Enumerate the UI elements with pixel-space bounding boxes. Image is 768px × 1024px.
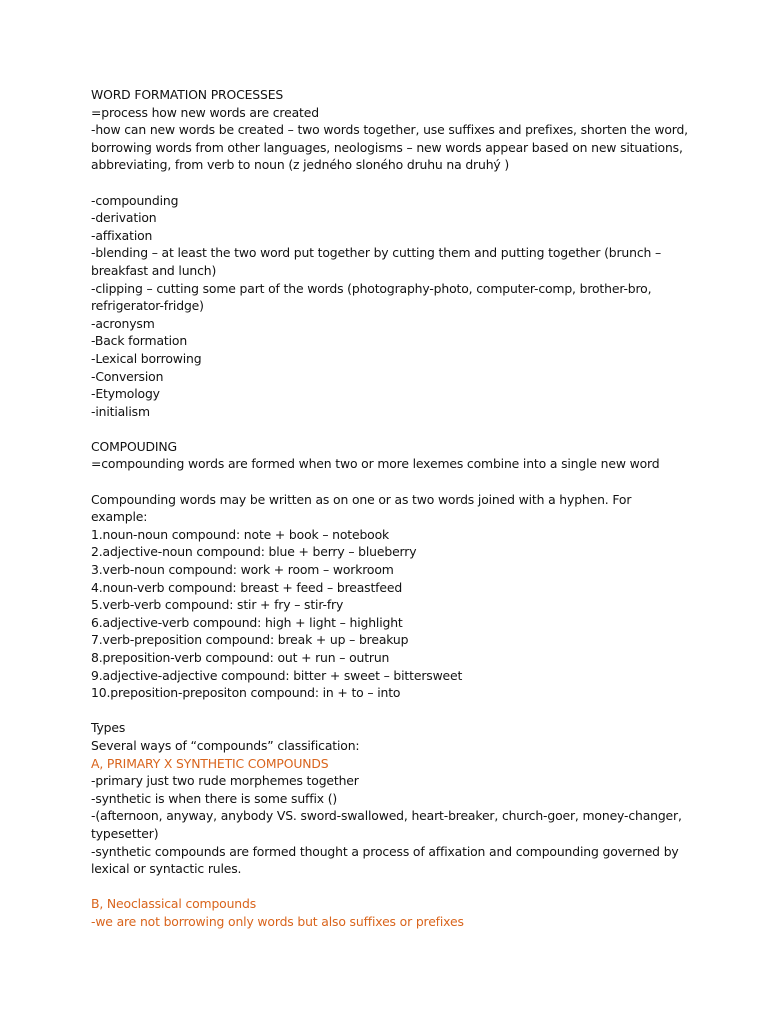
compound-example-item: 1.noun-noun compound: note + book – notebook (91, 526, 390, 542)
process-list (91, 192, 691, 421)
compound-example-item: 8.preposition-verb compound: out + run – outrun (91, 650, 390, 665)
compound-example-item: 3.verb-noun compound: work + room – workroom (91, 562, 394, 578)
document-body (91, 86, 691, 931)
compound-example-item: 4.noun-verb compound: breast + feed – breastfeed (91, 579, 403, 595)
process-item-clipping: -clipping – cutting some part of the words (photography-photo, computer-comp, brother-bro, refrigerator-fridge) (91, 280, 652, 314)
spacer (91, 174, 691, 192)
primary-line: -synthetic compounds are formed thought a process of affixation and compounding governed by lexical or syntactic rules. (91, 843, 679, 877)
process-item-back-formation: -Back formation (91, 333, 188, 349)
spacer (91, 878, 691, 896)
process-item-etymology: -Etymology (91, 386, 160, 402)
types-heading: Types (91, 720, 126, 736)
page-title: WORD FORMATION PROCESSES (91, 87, 284, 102)
process-item-affixation: -affixation (91, 227, 153, 243)
intro-ways-paragraph: -how can new words be created – two words together, use suffixes and prefixes, shorten the word, borrowing words from other languages, neologisms – new words appear based on new situations, abbreviating, from verb to noun (z jedného sloného druhu na druhý ) (91, 122, 688, 173)
compound-example-item: 10.preposition-prepositon compound: in + to – into (91, 685, 401, 701)
compounding-heading: COMPOUDING (91, 438, 177, 454)
compounding-definition: =compounding words are formed when two or more lexemes combine into a single new word (91, 456, 660, 472)
primary-line: -primary just two rude morphemes together (91, 773, 359, 789)
compound-example-item: 5.verb-verb compound: stir + fry – stir-fry (91, 597, 344, 613)
spacer (91, 420, 691, 438)
primary-line: -(afternoon, anyway, anybody VS. sword-swallowed, heart-breaker, church-goer, money-changer, typesetter) (91, 808, 682, 841)
process-item-lexical-borrowing: -Lexical borrowing (91, 350, 202, 366)
primary-line: -synthetic is when there is some suffix () (91, 790, 338, 806)
compound-example-list (91, 526, 691, 702)
compound-example-item: 6.adjective-verb compound: high + light – highlight (91, 614, 403, 630)
process-item-derivation: -derivation (91, 210, 157, 226)
compound-example-item: 9.adjective-adjective compound: bitter + sweet – bittersweet (91, 667, 463, 683)
process-item-acronysm: -acronysm (91, 315, 155, 331)
spacer (91, 702, 691, 720)
neoclassical-line: -we are not borrowing only words but also suffixes or prefixes (91, 913, 464, 929)
process-item-blending: -blending – at least the two word put together by cutting them and putting together (brunch – breakfast and lunch) (91, 245, 662, 278)
process-item-conversion: -Conversion (91, 368, 164, 384)
types-intro: Several ways of “compounds” classification: (91, 737, 360, 753)
spacer (91, 473, 691, 491)
process-item-compounding: -compounding (91, 192, 179, 208)
neoclassical-heading: B, Neoclassical compounds (91, 896, 257, 912)
primary-synthetic-heading: A, PRIMARY X SYNTHETIC COMPOUNDS (91, 755, 329, 771)
intro-definition: =process how new words are created (91, 104, 319, 120)
compounding-intro: Compounding words may be written as on one or as two words joined with a hyphen. For example: (91, 491, 632, 525)
compound-example-item: 2.adjective-noun compound: blue + berry – blueberry (91, 544, 417, 560)
process-item-initialism: -initialism (91, 403, 150, 419)
compound-example-item: 7.verb-preposition compound: break + up – breakup (91, 632, 409, 648)
